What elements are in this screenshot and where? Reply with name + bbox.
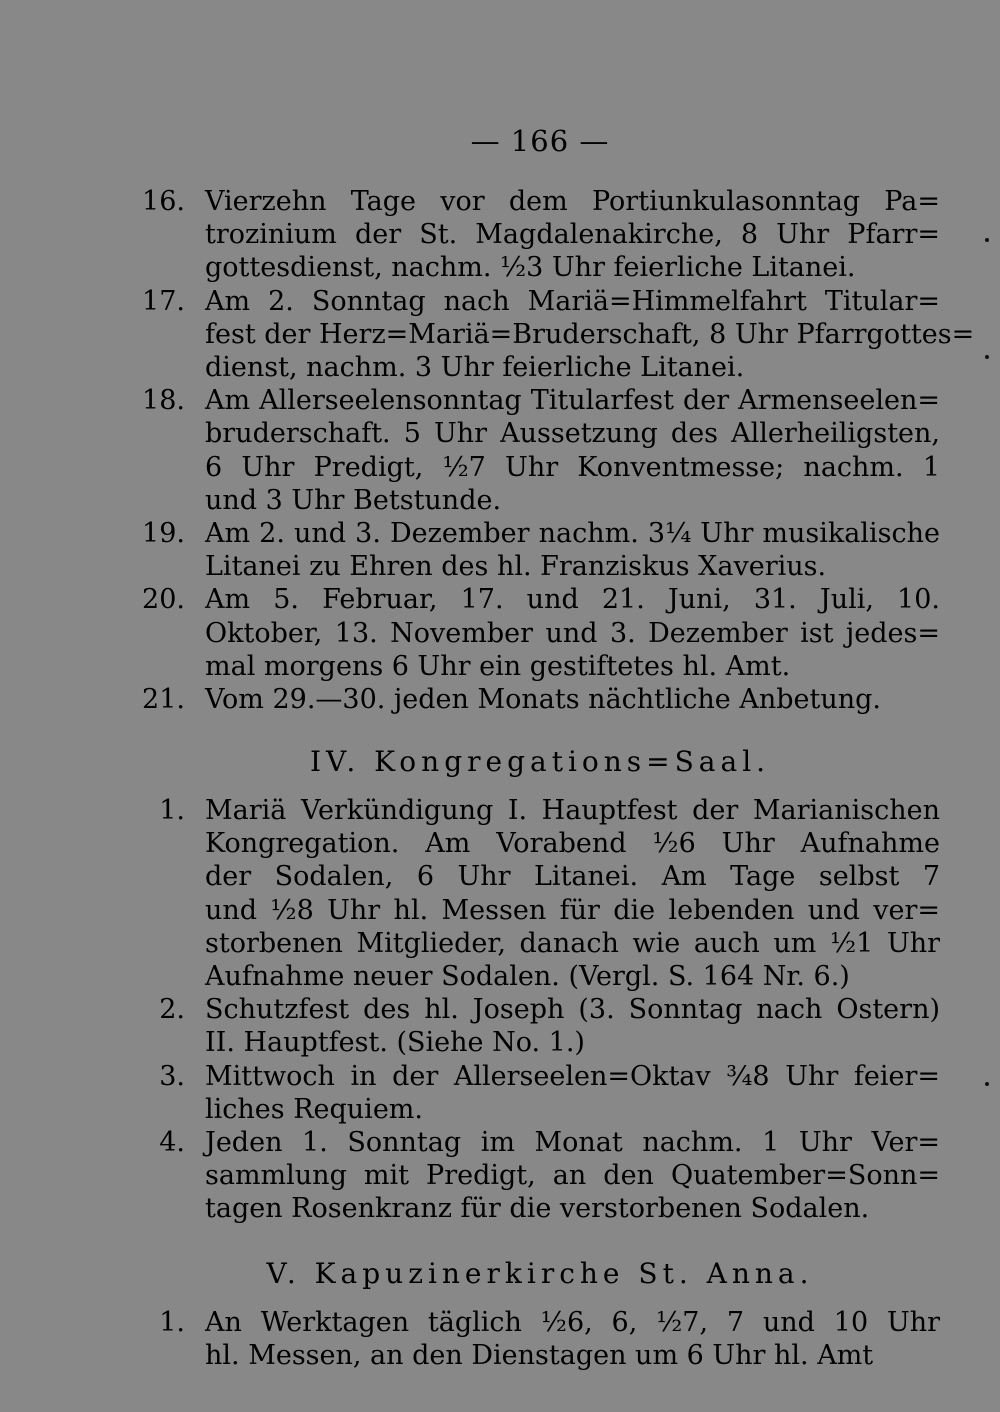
item-number: 16. xyxy=(142,186,185,217)
text-line: trozinium der St. Magdalenakirche, 8 Uhr Pfarr= xyxy=(205,219,940,251)
text-line: Am Allerseelensonntag Titularfest der Armenseelen= xyxy=(205,385,940,417)
text-line: sammlung mit Predigt, an den Quatember=Sonn= xyxy=(205,1160,940,1192)
text-line: Litanei zu Ehren des hl. Franziskus Xaverius. xyxy=(205,551,827,583)
text-line: Jeden 1. Sonntag im Monat nachm. 1 Uhr Ver= xyxy=(205,1127,940,1158)
item-number: 3. xyxy=(159,1060,185,1092)
text-line: dienst, nachm. 3 Uhr feierliche Litanei. xyxy=(205,351,745,383)
item-number: 1. xyxy=(159,795,185,826)
item-number: 18. xyxy=(142,385,185,417)
text-line: 6 Uhr Predigt, ½7 Uhr Konventmesse; nachm. 1 xyxy=(205,451,940,483)
text-line: Am 2. und 3. Dezember nachm. 3¼ Uhr musikalische xyxy=(205,518,940,549)
text-line: Am 5. Februar, 17. und 21. Juni, 31. Juli, 10. xyxy=(205,584,940,616)
text-line: Aufnahme neuer Sodalen. (Vergl. S. 164 Nr. 6.) xyxy=(205,961,850,992)
text-line: der Sodalen, 6 Uhr Litanei. Am Tage selbst 7 xyxy=(205,861,940,893)
item-number: 19. xyxy=(142,518,185,549)
text-line: und 3 Uhr Betstunde. xyxy=(205,484,502,516)
text-line: hl. Messen, an den Dienstagen um 6 Uhr hl. Amt xyxy=(205,1340,874,1372)
item-number: 21. xyxy=(142,684,185,715)
text-line: Vom 29.—30. jeden Monats nächtliche Anbetung. xyxy=(205,684,882,715)
item-number: 17. xyxy=(142,285,185,317)
item-number: 4. xyxy=(159,1127,185,1158)
margin-speck xyxy=(985,1082,989,1086)
text-line: und ½8 Uhr hl. Messen für die lebenden und ver= xyxy=(205,894,940,926)
text-line: Oktober, 13. November und 3. Dezember ist jedes= xyxy=(205,617,940,649)
item-number: 20. xyxy=(142,584,185,616)
text-line: Schutzfest des hl. Joseph (3. Sonntag nach Ostern) xyxy=(205,994,940,1026)
margin-speck xyxy=(985,355,989,359)
item-number: 1. xyxy=(159,1307,185,1338)
text-line: tagen Rosenkranz für die verstorbenen Sodalen. xyxy=(205,1193,870,1225)
text-line: Mittwoch in der Allerseelen=Oktav ¾8 Uhr feier= xyxy=(205,1060,940,1092)
text-line: bruderschaft. 5 Uhr Aussetzung des Allerheiligsten, xyxy=(205,418,940,450)
text-line: fest der Herz=Mariä=Bruderschaft, 8 Uhr Pfarrgottes= xyxy=(205,318,975,350)
text-line: mal morgens 6 Uhr ein gestiftetes hl. Amt. xyxy=(205,650,791,682)
text-line: Kongregation. Am Vorabend ½6 Uhr Aufnahme xyxy=(205,828,940,860)
item-number: 2. xyxy=(159,994,185,1026)
page-number: — 166 — xyxy=(470,124,610,158)
text-line: Am 2. Sonntag nach Mariä=Himmelfahrt Titular= xyxy=(205,285,940,317)
margin-speck xyxy=(985,238,989,242)
text-line: Vierzehn Tage vor dem Portiunkulasonntag Pa= xyxy=(205,186,940,217)
text-line: Mariä Verkündigung I. Hauptfest der Marianischen xyxy=(205,795,940,826)
text-line: An Werktagen täglich ½6, 6, ½7, 7 und 10 Uhr xyxy=(205,1307,940,1338)
text-line: liches Requiem. xyxy=(205,1093,423,1125)
text-line: II. Hauptfest. (Siehe No. 1.) xyxy=(205,1027,585,1059)
section-heading-v: V. Kapuzinerkirche St. Anna. xyxy=(266,1257,814,1290)
section-heading-iv: IV. Kongregations=Saal. xyxy=(309,745,771,778)
text-line: gottesdienst, nachm. ½3 Uhr feierliche Litanei. xyxy=(205,252,856,284)
text-line: storbenen Mitglieder, danach wie auch um ½1 Uhr xyxy=(205,927,940,959)
